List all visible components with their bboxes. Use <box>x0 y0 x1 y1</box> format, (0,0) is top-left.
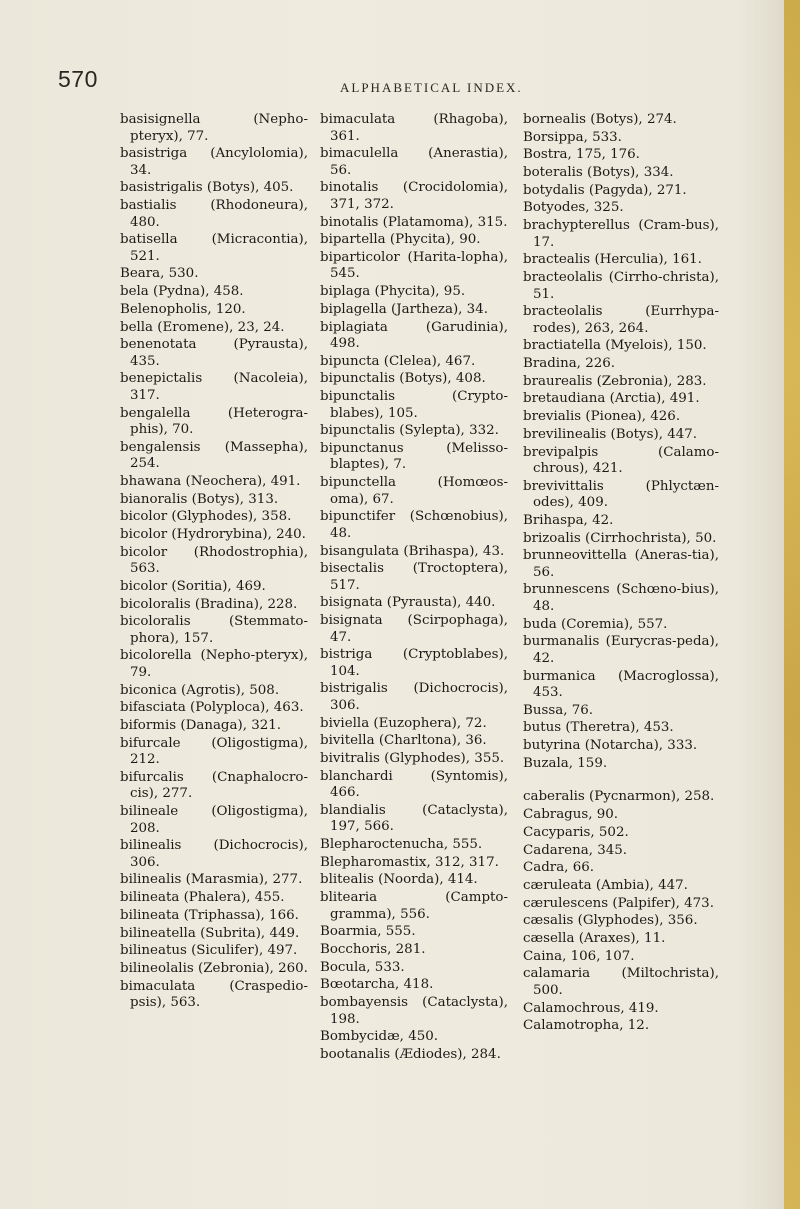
index-entry: brizoalis (Cirrhochrista), 50. <box>523 530 717 546</box>
index-entry: bisignata (Pyrausta), 440. <box>320 595 496 611</box>
index-entry: bifurcale (Oligostigma), 212. <box>120 735 308 768</box>
index-entry: biplaga (Phycita), 95. <box>320 284 466 300</box>
index-entry: blandialis (Cataclysta), 197, 566. <box>320 802 508 835</box>
index-entry: Bostra, 175, 176. <box>523 147 640 163</box>
index-entry: Cadarena, 345. <box>523 842 628 858</box>
index-entry: basistriga (Ancylolomia), 34. <box>120 146 308 178</box>
index-entry: burmanica (Macroglossa), 453. <box>523 668 719 700</box>
index-entry: bornealis (Botys), 274. <box>523 112 677 127</box>
index-entry: Bussa, 76. <box>523 702 594 718</box>
index-entry: Boarmia, 555. <box>320 924 416 940</box>
index-column-3-section-c <box>523 789 719 1034</box>
index-entry: binotalis (Crocidolomia), 371, 372. <box>320 180 508 212</box>
index-entry: Cabragus, 90. <box>523 807 619 823</box>
index-entry: bretaudiana (Arctia), 491. <box>523 391 700 407</box>
index-entry: bipartella (Phycita), 90. <box>320 232 481 248</box>
index-entry: Botyodes, 325. <box>523 200 624 216</box>
index-entry: biplagiata (Garudinia), 498. <box>320 319 508 351</box>
index-entry: cæsella (Araxes), 11. <box>523 930 666 946</box>
index-entry: Blepharoctenucha, 555. <box>320 837 483 853</box>
section-gap <box>523 773 719 789</box>
index-entry: bisangulata (Brihaspa), 43. <box>320 543 505 559</box>
index-entry: brevialis (Pionea), 426. <box>523 409 681 425</box>
index-entry: bilinealis (Dichocrocis), 306. <box>120 838 308 870</box>
index-entry: boteralis (Botys), 334. <box>523 165 674 181</box>
index-entry: cæruleata (Ambia), 447. <box>523 877 688 893</box>
index-entry: Cadra, 66. <box>523 860 594 876</box>
index-column-3-section-b <box>523 112 719 772</box>
index-entry: bastialis (Rhodoneura), 480. <box>120 198 308 230</box>
index-entry: cærulescens (Palpifer), 473. <box>523 895 714 911</box>
index-entry: bractiatella (Myelois), 150. <box>523 338 707 354</box>
index-entry: blanchardi (Syntomis), 466. <box>320 768 508 801</box>
index-entry: basisignella (Nepho-pteryx), 77. <box>120 112 308 144</box>
page-number: 570 <box>58 66 98 92</box>
index-entry: bilineata (Triphassa), 166. <box>120 907 299 923</box>
index-entry: brevipalpis (Calamo-chrous), 421. <box>523 444 719 476</box>
index-entry: blitealis (Noorda), 414. <box>320 872 478 888</box>
index-entry: bombayensis (Cataclysta), 198. <box>320 995 508 1027</box>
index-entry: bicolor (Glyphodes), 358. <box>120 509 292 525</box>
index-entry: bistrigalis (Dichocrocis), 306. <box>320 681 508 713</box>
index-entry: bhawana (Neochera), 491. <box>120 473 301 489</box>
index-entry: bilineatus (Siculifer), 497. <box>120 943 298 959</box>
index-entry: Calamotropha, 12. <box>523 1018 650 1034</box>
index-entry: bipunctanus (Melisso-blaptes), 7. <box>320 440 508 473</box>
index-entry: batisella (Micracontia), 521. <box>120 232 308 264</box>
index-entry: bicolor (Soritia), 469. <box>120 578 266 594</box>
index-entry: Borsippa, 533. <box>523 129 622 145</box>
index-entry: Bocchoris, 281. <box>320 942 426 957</box>
index-entry: Bocula, 533. <box>320 959 405 975</box>
index-entry: blitearia (Campto-gramma), 556. <box>320 890 508 922</box>
index-entry: bilineata (Phalera), 455. <box>120 890 285 906</box>
index-entry: Bombycidæ, 450. <box>320 1029 439 1045</box>
index-entry: bistriga (Cryptoblabes), 104. <box>320 647 508 679</box>
index-entry: bicolor (Hydrorybina), 240. <box>120 527 306 542</box>
index-entry: bilineatella (Subrita), 449. <box>120 925 300 941</box>
index-entry: Beara, 530. <box>120 266 199 282</box>
index-entry: bivitella (Charltona), 36. <box>320 733 487 749</box>
index-entry: benepictalis (Nacoleia), 317. <box>120 371 308 403</box>
index-entry: butus (Theretra), 453. <box>523 720 674 736</box>
index-entry: biplagella (Jartheza), 34. <box>320 301 488 317</box>
index-entry: bicolorella (Nepho-pteryx), 79. <box>120 648 308 680</box>
index-entry: Bradina, 226. <box>523 356 616 372</box>
index-entry: bipunctella (Homœos-oma), 67. <box>320 475 508 507</box>
index-entry: bimaculella (Anerastia), 56. <box>320 146 508 178</box>
index-entry: bifasciata (Polyploca), 463. <box>120 700 304 716</box>
index-entry: brunneovittella (Aneras-tia), 56. <box>523 548 719 580</box>
index-entry: bipunctalis (Sylepta), 332. <box>320 423 499 439</box>
index-entry: Buzala, 159. <box>523 755 608 771</box>
index-entry: brevivittalis (Phlyctæn-odes), 409. <box>523 478 719 511</box>
index-entry: Calamochrous, 419. <box>523 1000 659 1016</box>
index-entry: brevilinealis (Botys), 447. <box>523 426 698 442</box>
index-entry: bianoralis (Botys), 313. <box>120 491 279 507</box>
index-entry: caberalis (Pycnarmon), 258. <box>523 789 715 805</box>
index-entry: calamaria (Miltochrista), 500. <box>523 966 719 998</box>
index-entry: botydalis (Pagyda), 271. <box>523 182 687 198</box>
index-entry: biparticolor (Harita-lopha), 545. <box>320 249 508 282</box>
index-entry: bipuncta (Clelea), 467. <box>320 353 476 369</box>
index-column-2 <box>320 112 508 1065</box>
index-entry: bootanalis (Ædiodes), 284. <box>320 1046 501 1062</box>
index-entry: bimaculata (Craspedio-psis), 563. <box>120 978 308 1011</box>
index-entry: bela (Pydna), 458. <box>120 284 244 300</box>
index-entry: basistrigalis (Botys), 405. <box>120 180 294 196</box>
index-entry: butyrina (Notarcha), 333. <box>523 738 698 754</box>
index-entry: bilinealis (Marasmia), 277. <box>120 872 303 888</box>
index-entry: biviella (Euzophera), 72. <box>320 715 487 731</box>
index-entry: benenotata (Pyrausta), 435. <box>120 337 308 369</box>
index-entry: brachypterellus (Cram-bus), 17. <box>523 218 719 250</box>
index-entry: bengalensis (Massepha), 254. <box>120 439 308 472</box>
index-entry: cæsalis (Glyphodes), 356. <box>523 913 698 929</box>
running-title: ALPHABETICAL INDEX. <box>340 80 523 95</box>
index-entry: bella (Eromene), 23, 24. <box>120 319 285 335</box>
index-entry: bimaculata (Rhagoba), 361. <box>320 112 508 144</box>
index-entry: buda (Coremia), 557. <box>523 616 668 632</box>
index-entry: bracteolalis (Eurrhypa-rodes), 263, 264. <box>523 304 719 336</box>
index-column-3 <box>523 112 719 1036</box>
index-entry: Caina, 106, 107. <box>523 948 635 964</box>
index-entry: bicoloralis (Stemmato-phora), 157. <box>120 614 308 646</box>
index-entry: Cacyparis, 502. <box>523 824 629 840</box>
index-entry: bivitralis (Glyphodes), 355. <box>320 751 505 766</box>
index-entry: bifurcalis (Cnaphalocro-cis), 277. <box>120 769 308 802</box>
index-entry: bicolor (Rhodostrophia), 563. <box>120 544 308 577</box>
index-entry: bilineale (Oligostigma), 208. <box>120 804 308 836</box>
index-entry: Bœotarcha, 418. <box>320 977 434 993</box>
index-entry: biconica (Agrotis), 508. <box>120 682 280 698</box>
index-entry: Brihaspa, 42. <box>523 512 614 528</box>
index-entry: brunnescens (Schœno-bius), 48. <box>523 582 719 614</box>
index-entry: bracteolalis (Cirrho-christa), 51. <box>523 270 719 302</box>
index-entry: biformis (Danaga), 321. <box>120 718 282 733</box>
index-entry: Belenopholis, 120. <box>120 301 246 317</box>
index-entry: bractealis (Herculia), 161. <box>523 252 702 268</box>
index-entry: bisectalis (Troctoptera), 517. <box>320 561 508 593</box>
index-entry: bengalella (Heterogra-phis), 70. <box>120 405 308 438</box>
index-entry: bisignata (Scirpophaga), 47. <box>320 613 508 645</box>
index-entry: burmanalis (Eurycras-peda), 42. <box>523 634 719 666</box>
index-entry: bilineolalis (Zebronia), 260. <box>120 960 308 976</box>
page-edge-tab <box>784 0 800 1209</box>
index-entry: bipunctalis (Crypto-blabes), 105. <box>320 389 508 421</box>
index-entry: bipunctalis (Botys), 408. <box>320 371 486 387</box>
index-entry: bicoloralis (Bradina), 228. <box>120 596 298 612</box>
index-entry: Blepharomastix, 312, 317. <box>320 854 499 870</box>
index-column-1 <box>120 112 308 1013</box>
index-entry: braurealis (Zebronia), 283. <box>523 373 707 389</box>
index-entry: bipunctifer (Schœnobius), 48. <box>320 509 508 541</box>
index-entry: binotalis (Platamoma), 315. <box>320 214 508 230</box>
